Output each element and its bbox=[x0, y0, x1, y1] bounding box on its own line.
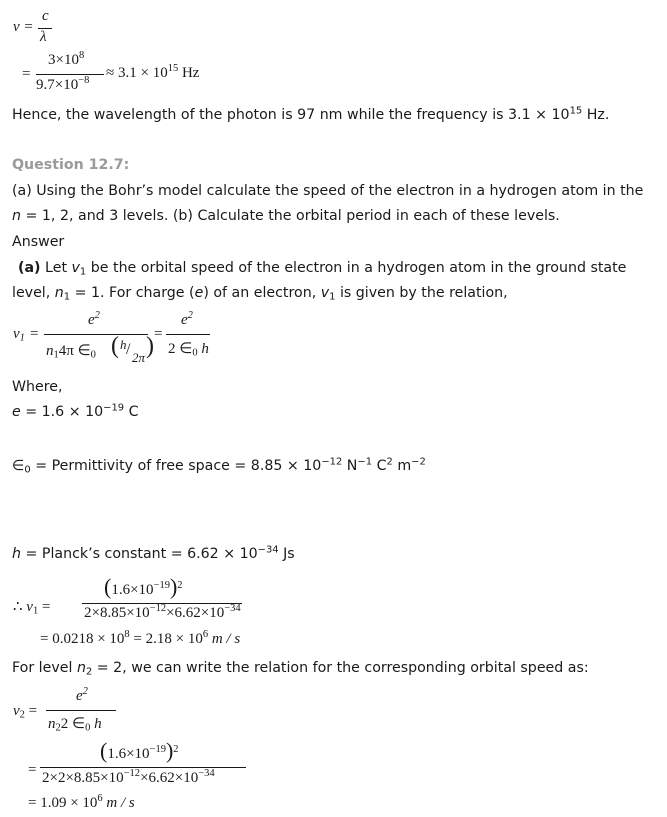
eq3-num2-exp: 2 bbox=[187, 310, 193, 322]
eq4-paren-open: ( bbox=[104, 574, 112, 599]
question-line-2 bbox=[12, 208, 560, 224]
eq7-den: 2×2×8.85×10 bbox=[42, 770, 124, 786]
eq4-v: v bbox=[26, 599, 33, 615]
eq7-den-mid: ×6.62×10 bbox=[140, 770, 199, 786]
part-a-v: v bbox=[71, 260, 80, 276]
eq6-den-h: h bbox=[94, 716, 102, 732]
part-a-l2d: is given by the relation, bbox=[335, 285, 508, 301]
eq3-den1 bbox=[46, 341, 96, 360]
eq3-v-sub: 1 bbox=[19, 332, 25, 344]
eq7-paren-open: ( bbox=[100, 738, 108, 763]
eq6-v: v bbox=[13, 703, 20, 719]
eq2-approx-text: ≈ 3.1 × 10 bbox=[106, 65, 168, 81]
eq4-equals: = bbox=[41, 599, 51, 615]
question-line-1: (a) Using the Bohr’s model calculate the speed of the electron in a hydrogen atom in the bbox=[12, 183, 644, 199]
part-a-bold: (a) bbox=[18, 260, 41, 276]
eq4-lhs bbox=[13, 597, 50, 616]
part-a-v2: v bbox=[320, 285, 330, 301]
eq2-approx-exp: 15 bbox=[167, 63, 179, 75]
eq3-num2 bbox=[181, 312, 193, 329]
eq3-den2-text: 2 ∈ bbox=[168, 341, 193, 357]
permittivity-u2: C bbox=[372, 458, 387, 474]
part-a-l2c: ) of an electron, bbox=[203, 285, 321, 301]
eq8-text: = 1.09 × 10 bbox=[28, 795, 98, 811]
part-a-l2a: level, bbox=[12, 285, 55, 301]
permittivity-exp: −12 bbox=[321, 456, 343, 468]
question-line-2-text: = 1, 2, and 3 levels. (b) Calculate the orbital period in each of these levels. bbox=[21, 208, 560, 224]
eq6-den-sub0: 0 bbox=[85, 722, 91, 734]
part-a-l2sub: 1 bbox=[63, 291, 71, 303]
eq6-den-sub: 2 bbox=[55, 722, 61, 734]
eq6-sub: 2 bbox=[19, 709, 25, 721]
eq6-lhs bbox=[13, 703, 37, 720]
level2-sentence bbox=[12, 660, 589, 676]
eq7-paren-close: ) bbox=[165, 738, 174, 763]
permittivity-u1: N bbox=[342, 458, 358, 474]
part-a-line-2 bbox=[12, 285, 508, 301]
eq3-2pi: 2π bbox=[132, 350, 146, 365]
eq2-num-base: 3×10 bbox=[48, 52, 79, 68]
eq7-fraction-bar bbox=[40, 767, 246, 768]
question-n: n bbox=[12, 208, 21, 224]
permittivity-line bbox=[12, 458, 426, 474]
eq3-v: v bbox=[13, 326, 20, 342]
eq3-den1-n: n bbox=[46, 343, 54, 359]
level2-t2: = 2, we can write the relation for the corresponding orbital speed as: bbox=[92, 660, 589, 676]
eq2-approx bbox=[106, 65, 199, 82]
eq8-exp: 6 bbox=[97, 793, 103, 805]
charge-line bbox=[12, 404, 139, 420]
eq6-denominator bbox=[48, 714, 102, 733]
eq3-num1-e: e bbox=[88, 312, 95, 328]
eq2-numerator bbox=[48, 52, 84, 69]
hence-text-end: Hz. bbox=[582, 107, 610, 123]
eq2-unit: Hz bbox=[181, 65, 200, 81]
eq6-den-mid: 2 ∈ bbox=[60, 716, 86, 732]
eq3-fraction-bar-1 bbox=[44, 334, 148, 335]
eq7-den-exp2: −34 bbox=[198, 768, 215, 780]
eq6-equals: = bbox=[28, 703, 38, 719]
eq6-num: e bbox=[76, 688, 83, 704]
eq8-unit: m / s bbox=[106, 795, 135, 811]
part-a-t2: be the orbital speed of the electron in a hydrogen atom in the ground state bbox=[86, 260, 627, 276]
charge-unit: C bbox=[124, 404, 139, 420]
planck-text: = Planck’s constant = 6.62 × 10 bbox=[21, 546, 258, 562]
eq5-exp1: 8 bbox=[124, 629, 130, 641]
part-a-sub: 1 bbox=[79, 266, 87, 278]
part-a-l2b: = 1. For charge ( bbox=[70, 285, 195, 301]
hence-text: Hence, the wavelength of the photon is 97 nm while the frequency is 3.1 × 10 bbox=[12, 107, 570, 123]
eq6-fraction-bar bbox=[46, 710, 116, 711]
eq7-num-exp: −19 bbox=[149, 744, 166, 756]
eq3-den1-mid: 4π ∈ bbox=[58, 343, 91, 359]
eq2-equals: = bbox=[22, 66, 31, 82]
hence-exp: 15 bbox=[569, 105, 583, 117]
permittivity-u3exp: −2 bbox=[411, 456, 426, 468]
eq4-num-pow: 2 bbox=[177, 580, 183, 592]
eq1-denominator: λ bbox=[40, 29, 47, 45]
permittivity-u1exp: −1 bbox=[357, 456, 373, 468]
part-a-line-1 bbox=[18, 260, 626, 276]
part-a-e: e bbox=[194, 285, 204, 301]
permittivity-u2exp: 2 bbox=[386, 456, 393, 468]
charge-text: = 1.6 × 10 bbox=[20, 404, 104, 420]
eq3-h: h bbox=[120, 337, 127, 352]
eq4-therefore: ∴ bbox=[13, 599, 23, 615]
level2-n: n bbox=[76, 660, 86, 676]
eq3-den1-sub0: 0 bbox=[90, 349, 96, 361]
eq2-den-base: 9.7×10 bbox=[36, 77, 79, 93]
hence-sentence bbox=[12, 107, 609, 123]
eq4-den-mid: ×6.62×10 bbox=[166, 605, 225, 621]
eq7-equals: = bbox=[28, 762, 37, 778]
permittivity-symbol: ∈ bbox=[12, 458, 25, 474]
eq5-exp2: 6 bbox=[202, 629, 209, 641]
eq4-num-exp: −19 bbox=[153, 580, 170, 592]
eq4-den: 2×8.85×10 bbox=[84, 605, 150, 621]
eq5-unit: m / s bbox=[211, 631, 241, 647]
planck-unit: Js bbox=[278, 546, 295, 562]
eq4-numerator bbox=[104, 574, 183, 600]
eq3-equals-2: = bbox=[154, 326, 163, 342]
eq1-numerator: c bbox=[42, 8, 49, 24]
question-heading: Question 12.7: bbox=[12, 157, 130, 173]
eq4-den-exp1: −12 bbox=[149, 603, 167, 615]
eq3-slash: / bbox=[126, 341, 131, 358]
part-a-t1: Let bbox=[40, 260, 72, 276]
eq3-den2-sub: 0 bbox=[192, 347, 198, 359]
eq2-den-exp: −8 bbox=[78, 75, 90, 87]
eq7-num-pow: 2 bbox=[173, 744, 179, 756]
eq6-den-n: n bbox=[48, 716, 56, 732]
eq3-den2 bbox=[168, 339, 209, 358]
eq3-den2-h: h bbox=[201, 341, 209, 357]
eq4-den-exp2: −34 bbox=[224, 603, 241, 615]
eq3-num2-e: e bbox=[181, 312, 188, 328]
eq3-num1 bbox=[88, 312, 100, 329]
eq3-num1-exp: 2 bbox=[94, 310, 100, 322]
eq1-lhs: v = bbox=[13, 19, 34, 35]
eq2-fraction-bar bbox=[36, 74, 104, 75]
eq5-text: = 0.0218 × 10 bbox=[40, 631, 125, 647]
permittivity-u3: m bbox=[392, 458, 412, 474]
part-a-n: n bbox=[54, 285, 64, 301]
where-label: Where, bbox=[12, 379, 63, 395]
permittivity-text: = Permittivity of free space = 8.85 × 10 bbox=[30, 458, 322, 474]
eq7-numerator bbox=[100, 738, 179, 764]
eq5-mid: = 2.18 × 10 bbox=[129, 631, 203, 647]
eq3-equals: = bbox=[30, 326, 39, 342]
eq3-lhs bbox=[13, 326, 25, 343]
permittivity-sub: 0 bbox=[24, 464, 31, 476]
eq2-denominator bbox=[36, 77, 89, 94]
answer-label: Answer bbox=[12, 234, 65, 250]
eq6-num-exp: 2 bbox=[82, 686, 88, 698]
eq3-paren-open: ( bbox=[111, 333, 119, 359]
planck-line bbox=[12, 546, 295, 562]
eq3-fraction-bar-2 bbox=[166, 334, 210, 335]
charge-e: e bbox=[12, 404, 21, 420]
eq4-denominator bbox=[84, 605, 241, 622]
planck-h: h bbox=[12, 546, 21, 562]
planck-exp: −34 bbox=[257, 544, 279, 556]
eq3-paren-close: ) bbox=[146, 333, 154, 359]
charge-exp: −19 bbox=[103, 402, 125, 414]
eq6-numerator bbox=[76, 688, 88, 705]
eq4-num-base: 1.6×10 bbox=[111, 582, 154, 598]
eq7-denominator bbox=[42, 770, 215, 787]
eq2-num-exp: 8 bbox=[78, 50, 85, 62]
eq4-sub: 1 bbox=[32, 605, 39, 617]
eq7-num-base: 1.6×10 bbox=[107, 746, 150, 762]
equation-v1-result bbox=[40, 631, 240, 648]
eq3-den1-sub: 1 bbox=[53, 349, 59, 361]
equation-v2-result bbox=[28, 795, 135, 812]
part-a-l2sub2: 1 bbox=[329, 291, 336, 303]
level2-t1: For level bbox=[12, 660, 77, 676]
level2-sub: 2 bbox=[85, 666, 93, 678]
eq4-paren-close: ) bbox=[169, 574, 178, 599]
eq7-den-exp1: −12 bbox=[123, 768, 141, 780]
